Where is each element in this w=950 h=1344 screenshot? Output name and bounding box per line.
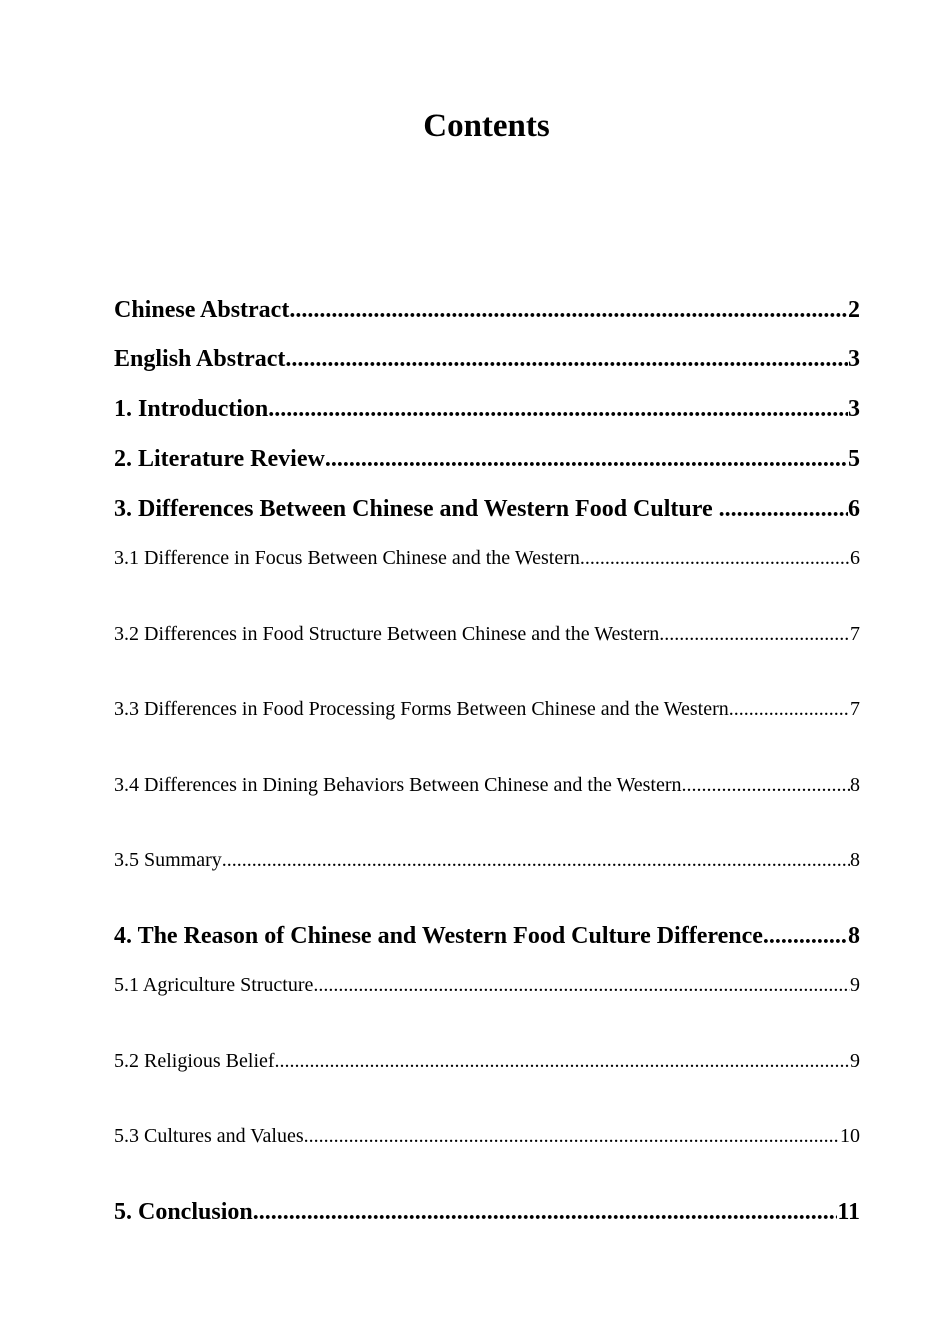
dot-leader <box>659 620 850 648</box>
toc-page-number: 9 <box>850 1050 860 1072</box>
toc-page-number: 6 <box>850 547 860 569</box>
dot-leader <box>289 294 848 326</box>
toc-entry-label: Chinese Abstract <box>114 297 290 323</box>
dot-leader <box>682 771 851 799</box>
toc-page-number: 9 <box>850 974 860 996</box>
toc-entry-label: 3.4 Differences in Dining Behaviors Between Chinese and the Western <box>114 774 682 796</box>
dot-leader <box>763 920 848 952</box>
dot-leader <box>222 846 850 874</box>
toc-entry-3-2[interactable] <box>114 620 860 648</box>
toc-entry-english-abstract[interactable] <box>114 343 860 375</box>
dot-leader <box>285 343 848 375</box>
toc-entry-reason[interactable] <box>114 920 860 952</box>
toc-entry-conclusion[interactable] <box>114 1196 860 1228</box>
toc-entry-label: 5.3 Cultures and Values <box>114 1125 304 1147</box>
toc-entry-literature-review[interactable] <box>114 443 860 475</box>
dot-leader <box>253 1196 838 1228</box>
toc-entry-label: 5.2 Religious Belief <box>114 1050 275 1072</box>
toc-entry-label: 5.1 Agriculture Structure <box>114 974 314 996</box>
toc-entry-5-1[interactable] <box>114 971 860 999</box>
toc-entry-label: 3.1 Difference in Focus Between Chinese and the Western <box>114 547 580 569</box>
toc-page-number: 7 <box>850 698 860 720</box>
toc-page-number: 8 <box>848 923 860 949</box>
toc-entry-label: 4. The Reason of Chinese and Western Food Culture Difference <box>114 923 763 949</box>
toc-entry-5-2[interactable] <box>114 1047 860 1075</box>
toc-entry-label: 2. Literature Review <box>114 446 325 472</box>
dot-leader <box>313 971 850 999</box>
toc-entry-label: 3. Differences Between Chinese and Western Food Culture <box>114 496 719 522</box>
dot-leader <box>325 443 848 475</box>
toc-entry-label: 3.2 Differences in Food Structure Between Chinese and the Western <box>114 623 660 645</box>
dot-leader <box>275 1047 850 1075</box>
toc-page-number: 2 <box>848 297 860 323</box>
dot-leader <box>580 544 850 572</box>
toc-page-number: 8 <box>850 774 860 796</box>
toc-entry-differences[interactable] <box>114 493 860 525</box>
toc-entry-label: English Abstract <box>114 346 286 372</box>
page-title: Contents <box>423 108 550 144</box>
toc-page-number: 3 <box>848 396 860 422</box>
toc-entry-label: 3.3 Differences in Food Processing Forms Between Chinese and the Western <box>114 698 729 720</box>
toc-entry-5-3[interactable] <box>114 1122 860 1150</box>
toc-entry-3-5[interactable] <box>114 846 860 874</box>
toc-entry-3-4[interactable] <box>114 771 860 799</box>
toc-entry-label: 3.5 Summary <box>114 849 222 871</box>
toc-page-number: 6 <box>848 496 860 522</box>
toc-entry-chinese-abstract[interactable] <box>114 294 860 326</box>
toc-entry-label: 5. Conclusion <box>114 1199 253 1225</box>
dot-leader <box>304 1122 840 1150</box>
dot-leader <box>729 695 850 723</box>
dot-leader <box>719 493 848 525</box>
toc-page-number: 10 <box>840 1125 860 1147</box>
toc-entry-3-1[interactable] <box>114 544 860 572</box>
toc-page-number: 5 <box>848 446 860 472</box>
toc-entry-3-3[interactable] <box>114 695 860 723</box>
toc-page-number: 3 <box>848 346 860 372</box>
toc-page-number: 8 <box>850 849 860 871</box>
toc-page-number: 7 <box>850 623 860 645</box>
toc-entry-label: 1. Introduction <box>114 396 269 422</box>
toc-entry-introduction[interactable] <box>114 393 860 425</box>
toc-page-number: 11 <box>837 1199 860 1225</box>
dot-leader <box>268 393 848 425</box>
